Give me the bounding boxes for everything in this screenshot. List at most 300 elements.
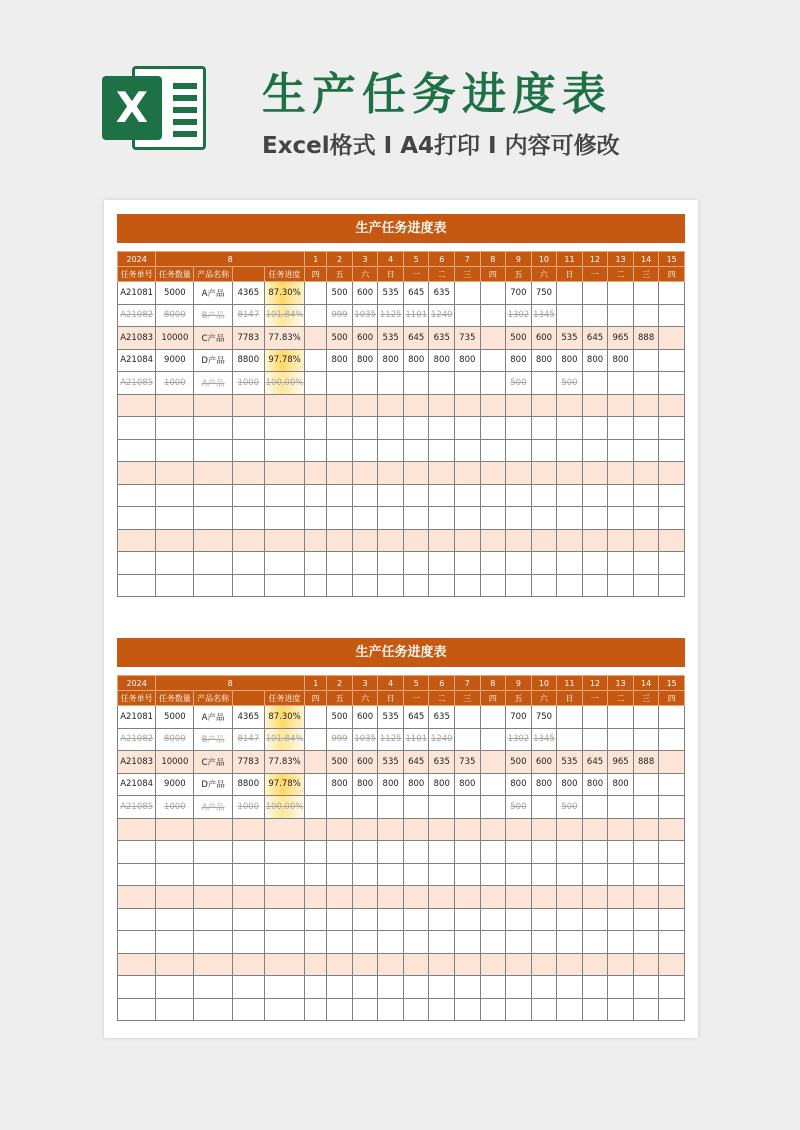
done-cell[interactable]: 8800 — [232, 773, 264, 796]
day-output-cell[interactable]: 645 — [403, 327, 429, 350]
empty-cell[interactable] — [557, 818, 583, 841]
empty-cell[interactable] — [557, 908, 583, 931]
qty-cell[interactable]: 9000 — [156, 773, 194, 796]
day-output-cell[interactable] — [455, 796, 481, 819]
empty-cell[interactable] — [582, 552, 608, 575]
day-output-cell[interactable]: 800 — [352, 773, 378, 796]
empty-cell[interactable] — [531, 998, 557, 1021]
day-output-cell[interactable] — [531, 372, 557, 395]
empty-cell[interactable] — [232, 818, 264, 841]
empty-cell[interactable] — [305, 908, 327, 931]
day-output-cell[interactable] — [455, 304, 481, 327]
empty-cell[interactable] — [633, 574, 659, 597]
empty-cell[interactable] — [194, 484, 232, 507]
empty-cell[interactable] — [633, 507, 659, 530]
empty-cell[interactable] — [506, 908, 532, 931]
empty-cell[interactable] — [378, 507, 404, 530]
day-output-cell[interactable]: 500 — [506, 796, 532, 819]
empty-cell[interactable] — [531, 886, 557, 909]
empty-cell[interactable] — [429, 484, 455, 507]
day-output-cell[interactable] — [305, 304, 327, 327]
empty-cell[interactable] — [327, 574, 353, 597]
empty-cell[interactable] — [403, 529, 429, 552]
empty-cell[interactable] — [232, 841, 264, 864]
empty-cell[interactable] — [264, 841, 304, 864]
day-output-cell[interactable]: 1302 — [506, 728, 532, 751]
empty-cell[interactable] — [480, 507, 506, 530]
empty-cell[interactable] — [156, 976, 194, 999]
empty-cell[interactable] — [455, 908, 481, 931]
empty-cell[interactable] — [582, 886, 608, 909]
empty-cell[interactable] — [305, 863, 327, 886]
day-output-cell[interactable]: 500 — [327, 706, 353, 729]
empty-cell[interactable] — [582, 439, 608, 462]
empty-cell[interactable] — [403, 841, 429, 864]
day-output-cell[interactable]: 635 — [429, 327, 455, 350]
day-output-cell[interactable]: 500 — [506, 372, 532, 395]
day-output-cell[interactable] — [557, 304, 583, 327]
empty-cell[interactable] — [480, 484, 506, 507]
empty-cell[interactable] — [118, 908, 156, 931]
empty-cell[interactable] — [118, 886, 156, 909]
empty-cell[interactable] — [531, 507, 557, 530]
day-output-cell[interactable] — [403, 372, 429, 395]
empty-cell[interactable] — [531, 462, 557, 485]
empty-cell[interactable] — [633, 439, 659, 462]
day-output-cell[interactable] — [659, 304, 685, 327]
empty-cell[interactable] — [194, 908, 232, 931]
empty-cell[interactable] — [232, 931, 264, 954]
empty-cell[interactable] — [403, 931, 429, 954]
day-output-cell[interactable]: 645 — [403, 282, 429, 305]
empty-cell[interactable] — [608, 439, 634, 462]
empty-cell[interactable] — [608, 574, 634, 597]
empty-cell[interactable] — [608, 507, 634, 530]
empty-cell[interactable] — [352, 574, 378, 597]
day-output-cell[interactable] — [557, 282, 583, 305]
empty-cell[interactable] — [264, 931, 304, 954]
day-output-cell[interactable]: 600 — [352, 282, 378, 305]
empty-cell[interactable] — [305, 841, 327, 864]
day-output-cell[interactable]: 600 — [352, 706, 378, 729]
day-output-cell[interactable]: 965 — [608, 751, 634, 774]
empty-cell[interactable] — [156, 841, 194, 864]
day-output-cell[interactable]: 645 — [403, 706, 429, 729]
empty-cell[interactable] — [633, 953, 659, 976]
empty-cell[interactable] — [633, 529, 659, 552]
empty-cell[interactable] — [378, 818, 404, 841]
qty-cell[interactable]: 5000 — [156, 282, 194, 305]
day-output-cell[interactable]: 500 — [327, 282, 353, 305]
empty-cell[interactable] — [156, 886, 194, 909]
empty-cell[interactable] — [378, 439, 404, 462]
day-output-cell[interactable]: 800 — [455, 773, 481, 796]
day-output-cell[interactable] — [305, 796, 327, 819]
empty-cell[interactable] — [633, 552, 659, 575]
day-output-cell[interactable] — [455, 282, 481, 305]
empty-cell[interactable] — [455, 462, 481, 485]
empty-cell[interactable] — [327, 953, 353, 976]
empty-cell[interactable] — [608, 908, 634, 931]
empty-cell[interactable] — [232, 953, 264, 976]
month-cell[interactable]: 8 — [156, 676, 305, 691]
day-output-cell[interactable] — [480, 773, 506, 796]
empty-cell[interactable] — [232, 529, 264, 552]
empty-cell[interactable] — [659, 507, 685, 530]
empty-cell[interactable] — [659, 552, 685, 575]
empty-cell[interactable] — [455, 394, 481, 417]
empty-cell[interactable] — [305, 417, 327, 440]
empty-cell[interactable] — [156, 462, 194, 485]
task-id-cell[interactable]: A21082 — [118, 304, 156, 327]
day-output-cell[interactable]: 600 — [531, 327, 557, 350]
empty-cell[interactable] — [480, 908, 506, 931]
day-output-cell[interactable] — [305, 349, 327, 372]
day-output-cell[interactable] — [582, 728, 608, 751]
empty-cell[interactable] — [156, 394, 194, 417]
empty-cell[interactable] — [305, 998, 327, 1021]
empty-cell[interactable] — [582, 574, 608, 597]
empty-cell[interactable] — [194, 863, 232, 886]
empty-cell[interactable] — [582, 394, 608, 417]
day-output-cell[interactable]: 800 — [327, 773, 353, 796]
day-output-cell[interactable] — [455, 728, 481, 751]
empty-cell[interactable] — [194, 841, 232, 864]
day-output-cell[interactable] — [305, 728, 327, 751]
empty-cell[interactable] — [531, 552, 557, 575]
empty-cell[interactable] — [118, 417, 156, 440]
day-output-cell[interactable] — [633, 728, 659, 751]
day-output-cell[interactable] — [608, 372, 634, 395]
day-output-cell[interactable]: 500 — [506, 751, 532, 774]
empty-cell[interactable] — [352, 931, 378, 954]
empty-cell[interactable] — [455, 439, 481, 462]
empty-cell[interactable] — [506, 953, 532, 976]
empty-cell[interactable] — [327, 439, 353, 462]
day-output-cell[interactable] — [659, 728, 685, 751]
empty-cell[interactable] — [480, 841, 506, 864]
empty-cell[interactable] — [429, 976, 455, 999]
empty-cell[interactable] — [118, 462, 156, 485]
empty-cell[interactable] — [378, 529, 404, 552]
empty-cell[interactable] — [480, 953, 506, 976]
qty-cell[interactable]: 1000 — [156, 372, 194, 395]
day-output-cell[interactable]: 735 — [455, 327, 481, 350]
day-output-cell[interactable] — [480, 349, 506, 372]
empty-cell[interactable] — [327, 552, 353, 575]
empty-cell[interactable] — [403, 998, 429, 1021]
empty-cell[interactable] — [327, 886, 353, 909]
empty-cell[interactable] — [659, 886, 685, 909]
empty-cell[interactable] — [557, 863, 583, 886]
empty-cell[interactable] — [156, 484, 194, 507]
empty-cell[interactable] — [264, 976, 304, 999]
day-output-cell[interactable]: 800 — [403, 773, 429, 796]
day-output-cell[interactable] — [582, 796, 608, 819]
empty-cell[interactable] — [582, 818, 608, 841]
day-output-cell[interactable] — [531, 796, 557, 819]
empty-cell[interactable] — [608, 841, 634, 864]
day-output-cell[interactable] — [633, 773, 659, 796]
empty-cell[interactable] — [327, 484, 353, 507]
empty-cell[interactable] — [156, 574, 194, 597]
empty-cell[interactable] — [264, 462, 304, 485]
empty-cell[interactable] — [352, 484, 378, 507]
day-output-cell[interactable] — [659, 349, 685, 372]
empty-cell[interactable] — [403, 886, 429, 909]
day-output-cell[interactable] — [403, 796, 429, 819]
empty-cell[interactable] — [531, 484, 557, 507]
day-output-cell[interactable] — [659, 796, 685, 819]
empty-cell[interactable] — [264, 863, 304, 886]
empty-cell[interactable] — [506, 818, 532, 841]
empty-cell[interactable] — [118, 529, 156, 552]
day-output-cell[interactable]: 800 — [531, 349, 557, 372]
empty-cell[interactable] — [557, 998, 583, 1021]
empty-cell[interactable] — [557, 552, 583, 575]
empty-cell[interactable] — [633, 998, 659, 1021]
empty-cell[interactable] — [264, 439, 304, 462]
day-output-cell[interactable] — [352, 796, 378, 819]
empty-cell[interactable] — [352, 953, 378, 976]
day-output-cell[interactable]: 800 — [608, 349, 634, 372]
empty-cell[interactable] — [352, 908, 378, 931]
empty-cell[interactable] — [455, 574, 481, 597]
empty-cell[interactable] — [455, 931, 481, 954]
empty-cell[interactable] — [378, 552, 404, 575]
day-output-cell[interactable] — [455, 706, 481, 729]
empty-cell[interactable] — [531, 818, 557, 841]
empty-cell[interactable] — [608, 552, 634, 575]
empty-cell[interactable] — [582, 976, 608, 999]
done-cell[interactable]: 7783 — [232, 751, 264, 774]
day-output-cell[interactable] — [557, 706, 583, 729]
empty-cell[interactable] — [232, 976, 264, 999]
day-output-cell[interactable]: 750 — [531, 706, 557, 729]
empty-cell[interactable] — [305, 574, 327, 597]
empty-cell[interactable] — [659, 394, 685, 417]
empty-cell[interactable] — [455, 886, 481, 909]
empty-cell[interactable] — [232, 439, 264, 462]
day-output-cell[interactable]: 535 — [378, 706, 404, 729]
day-output-cell[interactable]: 645 — [403, 751, 429, 774]
done-cell[interactable]: 4365 — [232, 706, 264, 729]
done-cell[interactable]: 7783 — [232, 327, 264, 350]
empty-cell[interactable] — [156, 998, 194, 1021]
empty-cell[interactable] — [480, 818, 506, 841]
empty-cell[interactable] — [429, 507, 455, 530]
empty-cell[interactable] — [378, 998, 404, 1021]
empty-cell[interactable] — [403, 863, 429, 886]
done-cell[interactable]: 4365 — [232, 282, 264, 305]
empty-cell[interactable] — [633, 886, 659, 909]
day-output-cell[interactable] — [633, 706, 659, 729]
empty-cell[interactable] — [455, 841, 481, 864]
empty-cell[interactable] — [582, 908, 608, 931]
empty-cell[interactable] — [582, 417, 608, 440]
empty-cell[interactable] — [429, 908, 455, 931]
empty-cell[interactable] — [378, 574, 404, 597]
empty-cell[interactable] — [608, 394, 634, 417]
empty-cell[interactable] — [264, 394, 304, 417]
day-output-cell[interactable] — [305, 282, 327, 305]
day-output-cell[interactable]: 1345 — [531, 304, 557, 327]
empty-cell[interactable] — [264, 953, 304, 976]
day-output-cell[interactable]: 800 — [403, 349, 429, 372]
empty-cell[interactable] — [264, 417, 304, 440]
empty-cell[interactable] — [633, 417, 659, 440]
empty-cell[interactable] — [582, 462, 608, 485]
product-cell[interactable]: D产品 — [194, 349, 232, 372]
empty-cell[interactable] — [232, 417, 264, 440]
empty-cell[interactable] — [232, 886, 264, 909]
empty-cell[interactable] — [608, 976, 634, 999]
day-output-cell[interactable] — [557, 728, 583, 751]
empty-cell[interactable] — [633, 976, 659, 999]
empty-cell[interactable] — [608, 484, 634, 507]
empty-cell[interactable] — [429, 863, 455, 886]
empty-cell[interactable] — [429, 552, 455, 575]
day-output-cell[interactable] — [429, 372, 455, 395]
empty-cell[interactable] — [194, 998, 232, 1021]
empty-cell[interactable] — [506, 841, 532, 864]
empty-cell[interactable] — [264, 484, 304, 507]
empty-cell[interactable] — [403, 976, 429, 999]
empty-cell[interactable] — [156, 552, 194, 575]
progress-cell[interactable]: 100.00% — [264, 372, 304, 395]
empty-cell[interactable] — [156, 417, 194, 440]
empty-cell[interactable] — [455, 417, 481, 440]
empty-cell[interactable] — [429, 529, 455, 552]
day-output-cell[interactable]: 1240 — [429, 728, 455, 751]
task-id-cell[interactable]: A21081 — [118, 706, 156, 729]
empty-cell[interactable] — [480, 574, 506, 597]
qty-cell[interactable]: 8000 — [156, 728, 194, 751]
empty-cell[interactable] — [633, 863, 659, 886]
day-output-cell[interactable] — [659, 372, 685, 395]
empty-cell[interactable] — [378, 931, 404, 954]
empty-cell[interactable] — [352, 841, 378, 864]
empty-cell[interactable] — [305, 439, 327, 462]
empty-cell[interactable] — [480, 931, 506, 954]
empty-cell[interactable] — [659, 439, 685, 462]
empty-cell[interactable] — [264, 998, 304, 1021]
empty-cell[interactable] — [531, 529, 557, 552]
empty-cell[interactable] — [531, 953, 557, 976]
empty-cell[interactable] — [156, 908, 194, 931]
empty-cell[interactable] — [633, 462, 659, 485]
empty-cell[interactable] — [455, 976, 481, 999]
empty-cell[interactable] — [429, 417, 455, 440]
empty-cell[interactable] — [194, 574, 232, 597]
empty-cell[interactable] — [531, 908, 557, 931]
progress-cell[interactable]: 87.30% — [264, 706, 304, 729]
done-cell[interactable]: 8800 — [232, 349, 264, 372]
empty-cell[interactable] — [305, 552, 327, 575]
empty-cell[interactable] — [659, 417, 685, 440]
empty-cell[interactable] — [557, 841, 583, 864]
product-cell[interactable]: A产品 — [194, 796, 232, 819]
product-cell[interactable]: A产品 — [194, 282, 232, 305]
day-output-cell[interactable]: 500 — [327, 751, 353, 774]
day-output-cell[interactable] — [608, 304, 634, 327]
empty-cell[interactable] — [327, 394, 353, 417]
day-output-cell[interactable]: 800 — [506, 349, 532, 372]
empty-cell[interactable] — [232, 507, 264, 530]
day-output-cell[interactable]: 635 — [429, 751, 455, 774]
empty-cell[interactable] — [608, 529, 634, 552]
empty-cell[interactable] — [352, 998, 378, 1021]
done-cell[interactable]: 8147 — [232, 304, 264, 327]
empty-cell[interactable] — [582, 863, 608, 886]
empty-cell[interactable] — [557, 462, 583, 485]
empty-cell[interactable] — [480, 998, 506, 1021]
empty-cell[interactable] — [232, 552, 264, 575]
day-output-cell[interactable]: 500 — [327, 327, 353, 350]
empty-cell[interactable] — [480, 552, 506, 575]
empty-cell[interactable] — [429, 462, 455, 485]
day-output-cell[interactable] — [480, 728, 506, 751]
day-output-cell[interactable]: 1302 — [506, 304, 532, 327]
day-output-cell[interactable]: 800 — [327, 349, 353, 372]
empty-cell[interactable] — [194, 394, 232, 417]
day-output-cell[interactable] — [480, 706, 506, 729]
empty-cell[interactable] — [352, 394, 378, 417]
product-cell[interactable]: A产品 — [194, 706, 232, 729]
empty-cell[interactable] — [194, 931, 232, 954]
empty-cell[interactable] — [194, 439, 232, 462]
product-cell[interactable]: C产品 — [194, 751, 232, 774]
day-output-cell[interactable] — [659, 773, 685, 796]
empty-cell[interactable] — [429, 886, 455, 909]
day-output-cell[interactable] — [378, 796, 404, 819]
empty-cell[interactable] — [531, 574, 557, 597]
empty-cell[interactable] — [352, 818, 378, 841]
day-output-cell[interactable] — [480, 282, 506, 305]
empty-cell[interactable] — [264, 507, 304, 530]
empty-cell[interactable] — [118, 439, 156, 462]
empty-cell[interactable] — [557, 574, 583, 597]
product-cell[interactable]: C产品 — [194, 327, 232, 350]
empty-cell[interactable] — [378, 863, 404, 886]
empty-cell[interactable] — [659, 976, 685, 999]
day-output-cell[interactable] — [633, 796, 659, 819]
empty-cell[interactable] — [327, 908, 353, 931]
qty-cell[interactable]: 1000 — [156, 796, 194, 819]
day-output-cell[interactable]: 800 — [455, 349, 481, 372]
empty-cell[interactable] — [378, 908, 404, 931]
empty-cell[interactable] — [557, 976, 583, 999]
day-output-cell[interactable]: 750 — [531, 282, 557, 305]
day-output-cell[interactable] — [608, 706, 634, 729]
empty-cell[interactable] — [118, 484, 156, 507]
day-output-cell[interactable]: 700 — [506, 282, 532, 305]
day-output-cell[interactable]: 800 — [429, 349, 455, 372]
progress-cell[interactable]: 97.78% — [264, 349, 304, 372]
day-output-cell[interactable] — [633, 372, 659, 395]
empty-cell[interactable] — [118, 574, 156, 597]
month-cell[interactable]: 8 — [156, 252, 305, 267]
empty-cell[interactable] — [557, 886, 583, 909]
day-output-cell[interactable] — [608, 796, 634, 819]
empty-cell[interactable] — [531, 976, 557, 999]
empty-cell[interactable] — [232, 394, 264, 417]
empty-cell[interactable] — [352, 863, 378, 886]
day-output-cell[interactable] — [608, 282, 634, 305]
day-output-cell[interactable]: 1125 — [378, 728, 404, 751]
empty-cell[interactable] — [156, 818, 194, 841]
empty-cell[interactable] — [659, 462, 685, 485]
